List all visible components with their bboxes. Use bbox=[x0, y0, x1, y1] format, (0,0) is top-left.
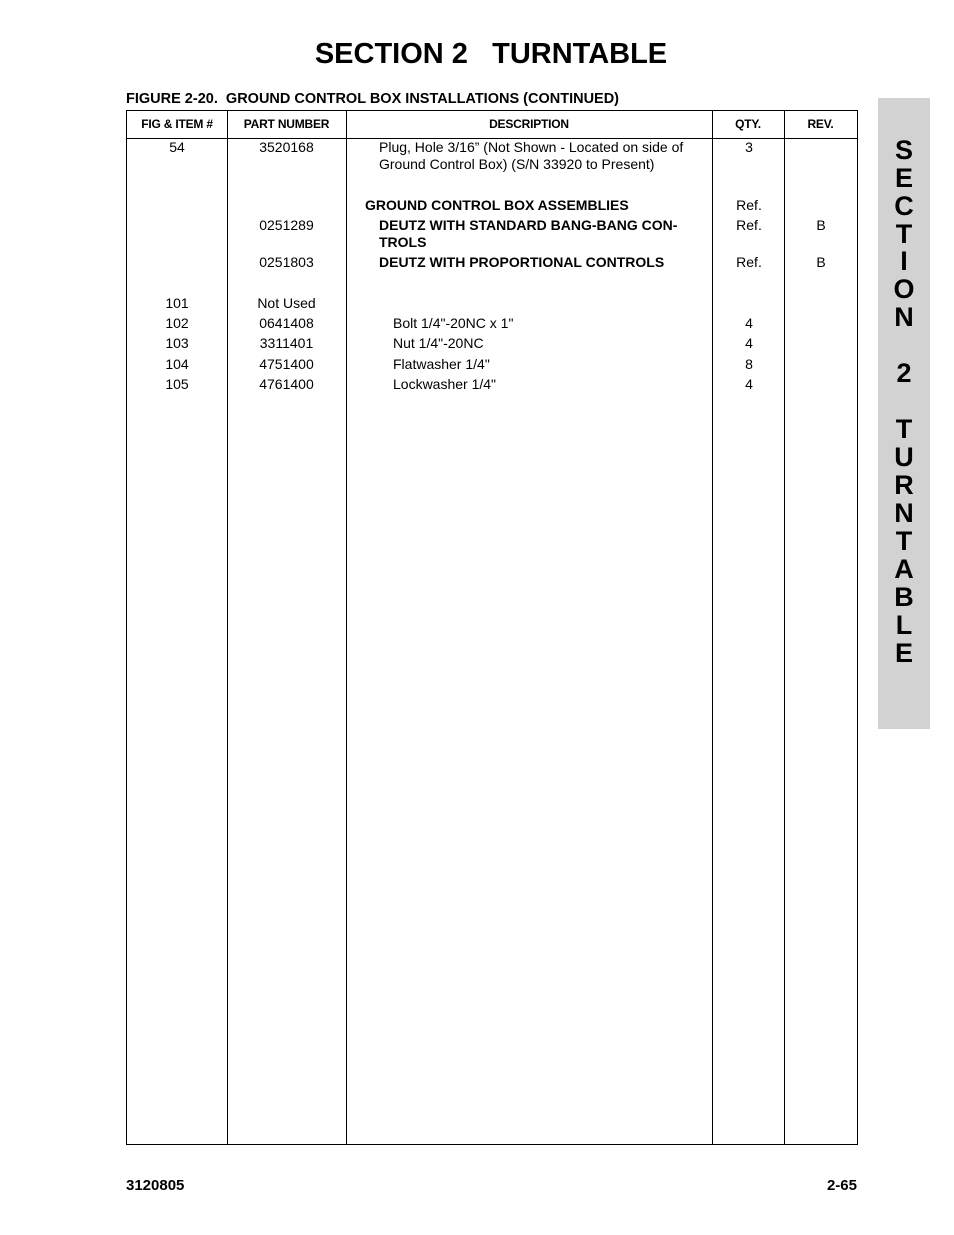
description-line: TROLS bbox=[379, 234, 427, 250]
description-cell bbox=[379, 217, 709, 251]
qty-cell: 3 bbox=[745, 139, 753, 155]
side-tab-letter: R bbox=[894, 470, 914, 500]
description-line: Nut 1/4"-20NC bbox=[393, 335, 484, 351]
fig-item-cell: 102 bbox=[165, 315, 189, 331]
header-rev: REV. bbox=[807, 117, 834, 131]
rev-cell: B bbox=[816, 217, 826, 233]
header-description: DESCRIPTION bbox=[489, 117, 569, 131]
side-tab-letter: T bbox=[895, 414, 913, 444]
fig-item-cell: 104 bbox=[165, 356, 189, 372]
side-tab-letter: S bbox=[894, 135, 913, 165]
part-number-cell: 0251803 bbox=[259, 254, 314, 270]
qty-cell: 8 bbox=[745, 356, 753, 372]
side-tab-letter: 2 bbox=[896, 358, 912, 388]
header-fig-item: FIG & ITEM # bbox=[141, 117, 213, 131]
description-line: Plug, Hole 3/16” (Not Shown - Located on side of bbox=[379, 139, 684, 155]
part-number-cell: 0251289 bbox=[259, 217, 314, 233]
part-number-cell: Not Used bbox=[257, 295, 316, 311]
qty-cell: 4 bbox=[745, 376, 753, 392]
page-number: 2-65 bbox=[826, 1177, 857, 1194]
section-side-tab bbox=[878, 98, 930, 729]
fig-item-cell: 101 bbox=[165, 295, 189, 311]
qty-cell: 4 bbox=[745, 335, 753, 351]
qty-cell: Ref. bbox=[736, 217, 762, 233]
side-tab-letter: I bbox=[900, 246, 908, 276]
rev-cell: B bbox=[816, 254, 826, 270]
description-cell bbox=[393, 315, 723, 332]
description-cell bbox=[393, 376, 723, 393]
description-cell bbox=[393, 335, 723, 352]
header-qty: QTY. bbox=[735, 117, 761, 131]
description-line: GROUND CONTROL BOX ASSEMBLIES bbox=[365, 197, 629, 213]
side-tab-letter: A bbox=[894, 554, 914, 584]
side-tab-letter: E bbox=[894, 638, 913, 668]
description-line: Flatwasher 1/4" bbox=[393, 356, 490, 372]
part-number-cell: 3520168 bbox=[259, 139, 314, 155]
description-line: DEUTZ WITH PROPORTIONAL CONTROLS bbox=[379, 254, 665, 270]
side-tab-letter: T bbox=[895, 526, 913, 556]
description-cell bbox=[379, 254, 709, 271]
section-title: SECTION 2 TURNTABLE bbox=[314, 38, 668, 70]
part-number-cell: 0641408 bbox=[259, 315, 314, 331]
part-number-cell: 3311401 bbox=[259, 335, 314, 351]
description-line: DEUTZ WITH STANDARD BANG-BANG CON- bbox=[379, 217, 678, 233]
figure-title: FIGURE 2-20. GROUND CONTROL BOX INSTALLATIONS (CONTINUED) bbox=[126, 91, 620, 107]
side-tab-letter: N bbox=[894, 498, 914, 528]
side-tab-letter: T bbox=[895, 219, 913, 249]
header-part-number: PART NUMBER bbox=[243, 117, 330, 131]
description-line: Bolt 1/4"-20NC x 1" bbox=[393, 315, 514, 331]
side-tab-letter: B bbox=[894, 582, 914, 612]
side-tab-letter: C bbox=[894, 191, 914, 221]
part-number-cell: 4761400 bbox=[259, 376, 314, 392]
side-tab-letter: U bbox=[894, 442, 914, 472]
side-tab-letter: O bbox=[893, 274, 915, 304]
description-line: Lockwasher 1/4" bbox=[393, 376, 497, 392]
side-tab-letter: E bbox=[894, 163, 913, 193]
column-divider bbox=[346, 111, 347, 1144]
parts-table bbox=[126, 110, 858, 1145]
fig-item-cell: 103 bbox=[165, 335, 189, 351]
qty-cell: Ref. bbox=[736, 254, 762, 270]
description-cell bbox=[393, 356, 723, 373]
description-cell bbox=[365, 197, 695, 214]
fig-item-cell: 105 bbox=[165, 376, 189, 392]
part-number-cell: 4751400 bbox=[259, 356, 314, 372]
description-line: Ground Control Box) (S/N 33920 to Present) bbox=[379, 156, 655, 172]
side-tab-letter: L bbox=[895, 610, 913, 640]
document-number: 3120805 bbox=[126, 1177, 185, 1194]
qty-cell: 4 bbox=[745, 315, 753, 331]
description-cell bbox=[379, 139, 709, 173]
fig-item-cell: 54 bbox=[169, 139, 185, 155]
side-tab-letter: N bbox=[894, 302, 914, 332]
qty-cell: Ref. bbox=[736, 197, 762, 213]
